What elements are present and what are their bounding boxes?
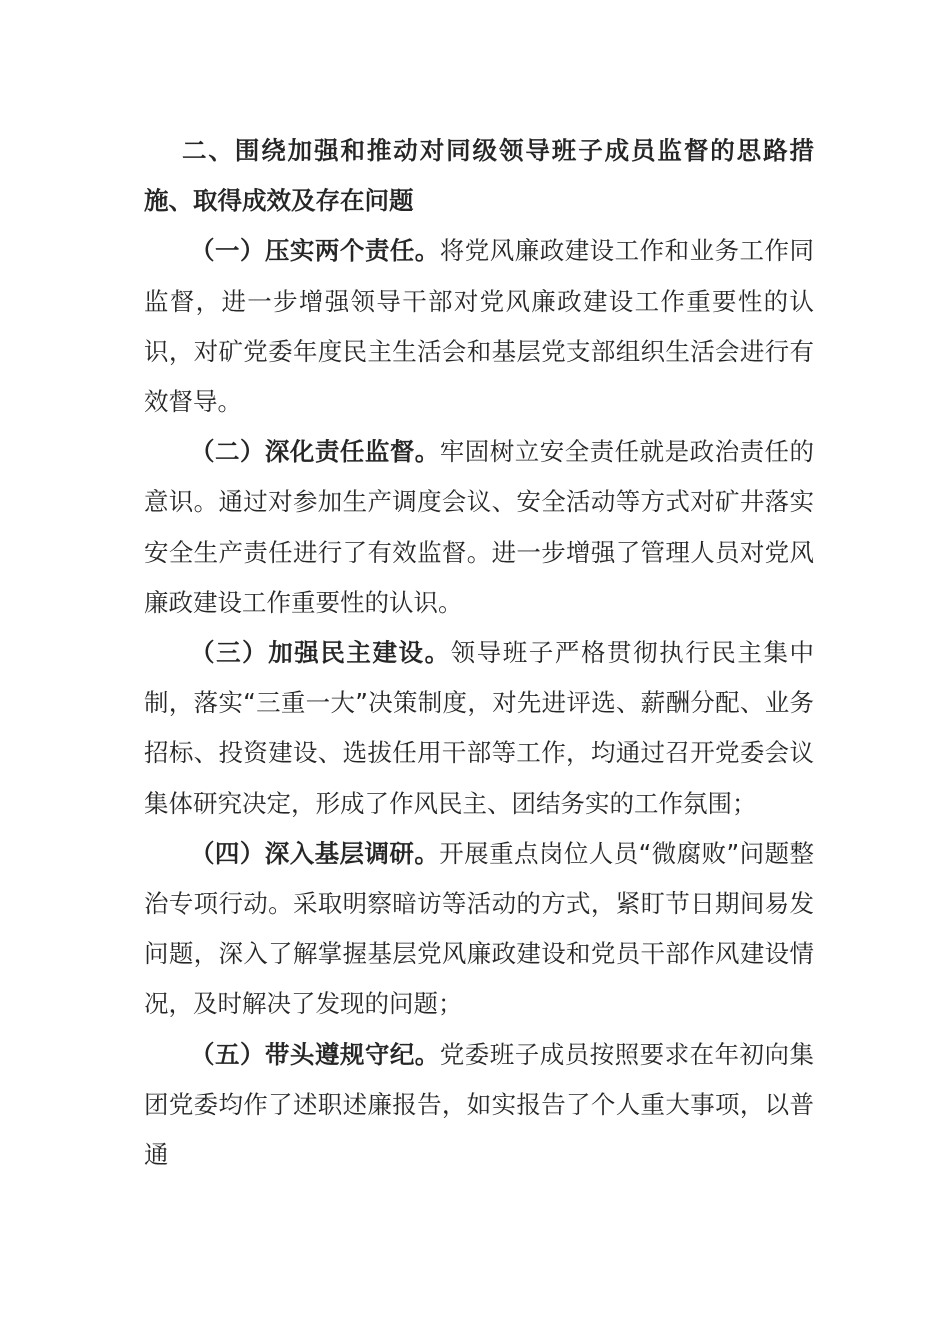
section-heading: 二、围绕加强和推动对同级领导班子成员监督的思路措施、取得成效及存在问题 xyxy=(144,136,814,216)
paragraph-lead: （五）带头遵规守纪。 xyxy=(190,1039,440,1069)
document-body xyxy=(144,126,814,1180)
paragraph-1 xyxy=(144,226,814,427)
paragraph-lead: （二）深化责任监督。 xyxy=(190,437,440,467)
paragraph-text: 开展重点岗位人员“微腐败”问题整治专项行动。采取明察暗访等活动的方式，紧盯节日期间易发问题，深入了解掌握基层党风廉政建设和党员干部作风建设情况，及时解决了发现的问题； xyxy=(144,838,814,1019)
paragraph-4 xyxy=(144,829,814,1030)
paragraph-text: 党委班子成员按照要求在年初向集团党委均作了述职述廉报告，如实报告了个人重大事项，以普通 xyxy=(144,1039,815,1170)
paragraph-2 xyxy=(144,427,814,628)
paragraph-text: 将党风廉政建设工作和业务工作同监督，进一步增强领导干部对党风廉政建设工作重要性的认识，对矿党委年度民主生活会和基层党支部组织生活会进行有效督导。 xyxy=(144,236,815,417)
paragraph-text: 牢固树立安全责任就是政治责任的意识。通过对参加生产调度会议、安全活动等方式对矿井落实安全生产责任进行了有效监督。进一步增强了管理人员对党风廉政建设工作重要性的认识。 xyxy=(144,437,815,617)
paragraph-3 xyxy=(144,628,814,829)
paragraph-lead: （四）深入基层调研。 xyxy=(190,838,440,868)
paragraph-lead: （一）压实两个责任。 xyxy=(190,236,440,266)
paragraph-5 xyxy=(144,1030,814,1181)
paragraph-text: 领导班子严格贯彻执行民主集中制，落实“三重一大”决策制度，对先进评选、薪酬分配、业务招标、投资建设、选拔任用干部等工作，均通过召开党委会议集体研究决定，形成了作风民主、团结务实的工作氛围； xyxy=(144,638,815,818)
paragraph-lead: （三）加强民主建设。 xyxy=(190,638,451,668)
